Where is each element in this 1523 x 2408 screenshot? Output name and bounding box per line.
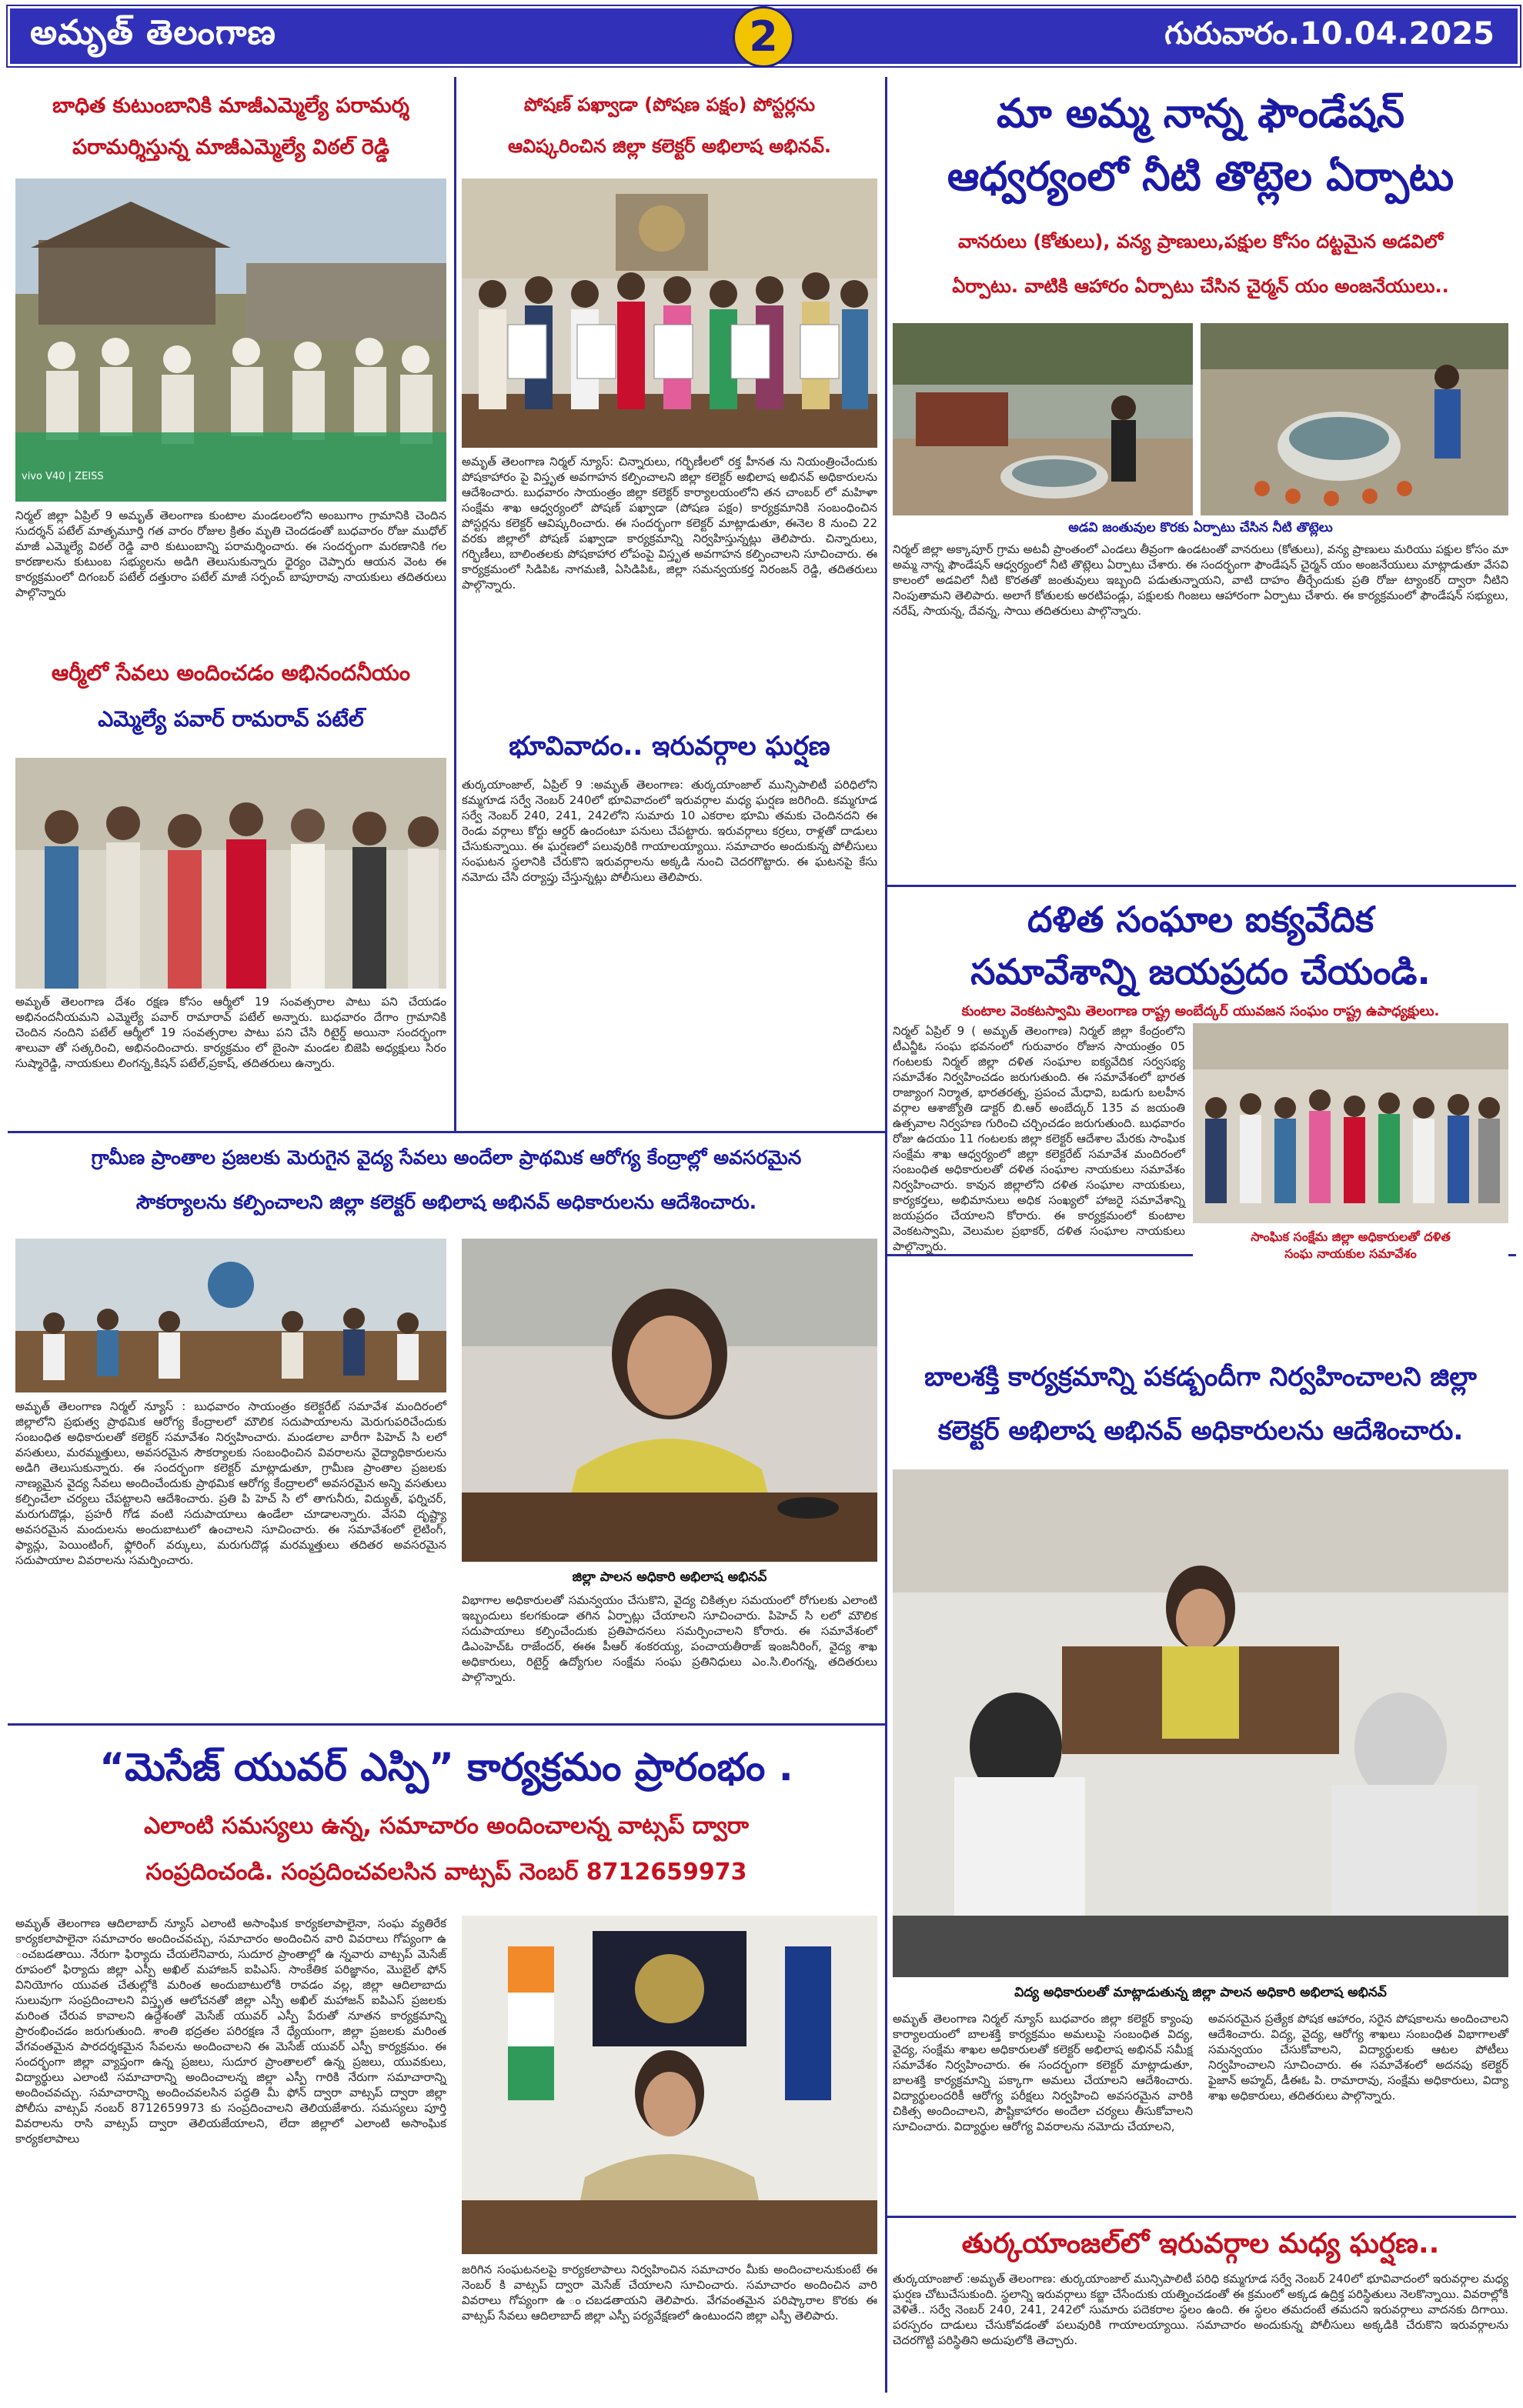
photo-army-felicitation: [15, 758, 446, 989]
headline: భూవివాదం.. ఇరువర్గాల ఘర్షణ: [509, 731, 830, 762]
photo-balashakti-meeting: [893, 1469, 1508, 1977]
column-rule: [454, 77, 456, 1131]
headline: సౌకర్యాలను కల్పించాలని జిల్లా కలెక్టర్ అభిలాష అభినవ్ అధికారులను ఆదేశించారు.: [135, 1191, 757, 1213]
photo-caption: అడవి జంతువుల కొరకు ఏర్పాటు చేసిన నీటి తొట్లెలు: [1068, 520, 1333, 535]
issue-date: గురువారం.10.04.2025: [1164, 16, 1495, 52]
subheadline: ఏర్పాటు. వాటికి ఆహారం ఏర్పాటు చేసిన చైర్మన్ యం అంజనేయులు..: [952, 275, 1449, 297]
headline: ఆధ్వర్యంలో నీటి తొట్లెల ఏర్పాటు: [947, 154, 1455, 200]
subheadline: వానరులు (కోతులు), వన్య ప్రాణులు,పక్షుల కోసం దట్టమైన అడవిలో: [957, 231, 1444, 252]
newspaper-title: అమృత్ తెలంగాణ: [30, 13, 276, 52]
subheadline: సంప్రదించండి. సంప్రదించవలసిన వాట్సప్ నెంబర్ 8712659973: [145, 1859, 747, 1886]
headline: ఆవిష్కరించిన జిల్లా కలెక్టర్ అభిలాష అభినవ్.: [507, 135, 832, 157]
subheadline: కుంటాల వెంకటస్వామి తెలంగాణ రాష్ట్ర అంబేద్కర్ యువజన సంఘం రాష్ట్ర ఉపాధ్యక్షులు.: [961, 1003, 1440, 1019]
photo-water-trough-left: [893, 323, 1193, 515]
photo-caption: సంఘ నాయకుల సమావేశం: [1193, 1246, 1508, 1264]
section-rule: [885, 2216, 1516, 2218]
photo-caption: విద్య అధికారులతో మాట్లాడుతున్న జిల్లా పాలన అధికారి అభిలాష అభినవ్: [1014, 1985, 1387, 2000]
headline: కలెక్టర్ అభిలాష అభినవ్ అధికారులను ఆదేశించారు.: [937, 1416, 1464, 1446]
article-body: అమృత్ తెలంగాణ ఆదిలాబాద్ న్యూస్ ఎలాంటి అసాంఘిక కార్యకలాపాలైనా, సంఘ వ్యతిరేక కార్యకలాపాలైనా సమాచారం అందించవచ్చు, సమాచారం అందించిన వారి వివరాలు గోప్యంగా ఉ ంచబడతాయి. నేరుగా ఫిర్యాదు చేయలేనివారు, సుదూర ప్రాంతాల్లో ఉ న్నవారు వాట్సప్ మెసేజ్ రూపంలో ఫిర్యాదు జిల్లా ఎస్పీ అఖిల్ మహాజన్ ఐపిఎస్. సాంకేతిక పరిజ్ఞానం, మొబైల్ ఫోన్ వినియోగం యువత చేతుల్లోకి మరింత అందుబాటులోకి రావడం వల్ల, జిల్లా ఆదిలాబాదు సులువుగా సంప్రదించాలని విస్తృత ఆలోచనతో జిల్లా ఎస్పీ అఖిల్ మహాజన్ ఐపిఎస్ ప్రజలకు మరింత చేరువ కావాలని ఉద్దేశంతో మెసేజ్ యువర్ ఎస్పీ పేరుతో నూతన కార్యక్రమాన్ని ప్రారంభించడం జరుగుతుంది. శాంతి భద్రతల పరిరక్షణ నే ధ్యేయంగా, జిల్లా ప్రజలకు మరింత వేగవంతమైన పారదర్శకమైన సేవలను అందించాలని ఈ మెసేజ్ యువర్ ఎస్పీ కార్యక్రమం. ఈ సందర్భంగా జిల్లా వ్యాప్తంగా ఉన్న ప్రజలు, సుదూర ప్రాంతాలలో ఉన్న ప్రజలు, యువకులు, విద్యార్థులు ఎలాంటి సమాచారాన్ని అందించాలన్న జిల్లా ఎస్పీ గారికి నేరుగా సమాచారాన్ని అందించవచ్చు. సమాచారాన్ని అందించవలసిన పద్ధతి మీ ఫోన్ ద్వారా వాట్సప్ ద్వారా జిల్లా పోలీసు వాట్సప్ నంబర్ 8712659973 కు సంప్రదించాలని తెలియజేశారు. సమస్యలు పూర్తి వివరాలను రాసి వాట్సప్ ద్వారా తెలియజేయాలని, లేదా జిల్లాలో ఎలాంటి అసాంఘిక కార్యకలాపాలు: [15, 1916, 446, 2146]
section-rule: [885, 885, 1516, 887]
headline: గ్రామీణ ప్రాంతాల ప్రజలకు మెరుగైన వైద్య సేవలు అందేలా ప్రాథమిక ఆరోగ్య కేంద్రాల్లో అవసరమైన: [91, 1146, 802, 1169]
photo-watermark: vivo V40 | ZEISS: [22, 471, 104, 482]
headline: సమావేశాన్ని జయప్రదం చేయండి.: [970, 951, 1431, 992]
article-body: అమృత్ తెలంగాణ దేశం రక్షణ కోసం ఆర్మీలో 19 సంవత్సరాల పాటు పని చేయడం అభినందనీయమని ఎమ్మెల్యే పవార్ రామారావ్ పటేల్ అన్నారు. బుధవారం దేగాం గ్రామానికి చెందిన నందిని పటేల్ ఆర్మీలో 19 సంవత్సరాల పాటు పని చేసి రిటైర్డ్ అయినా సందర్భంగా శాలువా తో సత్కరించి, అభినందించారు. కార్యక్రమం లో బైంసా మండల బిజెపి అధ్యక్షులు సిరం సుష్మారెడ్డి, నాయకులు లింగన్న,కిషన్ పటేల్,ప్రకాష్, తదితరులు ఉన్నారు.: [15, 995, 446, 1070]
photo-village-visit: [15, 178, 446, 502]
headline: బాధిత కుటుంబానికి మాజీఎమ్మెల్యే పరామర్శ: [52, 94, 409, 118]
photo-health-review-meeting: [15, 1239, 446, 1392]
headline: బాలశక్తి కార్యక్రమాన్ని పకడ్బందీగా నిర్వహించాలని జిల్లా: [924, 1362, 1477, 1392]
article-body: నిర్మల్ జిల్లా అక్కాపూర్ గ్రామ అటవీ ప్రాంతంలో ఎండలు తీవ్రంగా ఉండటంతో వానరులు (కోతులు), వన్య ప్రాణులు మరియు పక్షుల కోసం మా అమ్మ నాన్న ఫౌండేషన్ ఆధ్వర్యంలో నీటి తొట్లెలు ఏర్పాటు చేశారు. ఈ సందర్భంగా ఫౌండేషన్ చైర్మన్ యం అంజనేయులు మాట్లాడుతూ వేసవి కాలంలో అడవిలో నీటి కొరతతో జంతువులు ఇబ్బంది పడుతున్నాయని, వాటి దాహం తీర్చేందుకు ప్రతి రోజు ట్యాంకర్ ద్వారా నీటిని నింపుతామని తెలిపారు. అలాగే కోతులకు అరటిపండ్లు, పక్షులకు గింజలు ఆహారంగా ఏర్పాటు చేశారు. ఈ కార్యక్రమంలో ఫౌండేషన్ సభ్యులు, నరేష్, సాయన్న, దేవన్న, సాయి తదితరులు పాల్గొన్నారు.: [893, 542, 1508, 618]
section-rule: [8, 1131, 885, 1133]
subheadline: ఎలాంటి సమస్యలు ఉన్న, సమాచారం అందించాలన్న వాట్సప్ ద్వారా: [144, 1813, 749, 1839]
article-body: నిర్మల్ జిల్లా ఏప్రిల్ 9 అమృత్ తెలంగాణ కుంటాల మండలంలోని అంబుగాం గ్రామానికి చెందిన సుదర్శన్ పటేల్ మాతృమూర్తి గత వారం రోజుల క్రితం మృతి చెందడంతో బుధవారం రోజు ముధోల్ మాజీ ఎమ్మెల్యే విఠల్ రెడ్డి వారి కుటుంబాన్ని పరామర్శించారు. ఈ సందర్భంగా మరణానికి గల కారణాలను కుటుంబ సభ్యులను అడిగి తెలుసుకున్నారు ధైర్యం చెప్పారు ఆయన వెంట ఈ కార్యక్రమంలో దిగంబర్ పటేల్ దత్తురాం పటేల్ మాజీ సర్పంచ్ బాపూరావు నాయకులు తదితరులు పాల్గొన్నారు: [15, 509, 446, 599]
photo-poster-release: [462, 178, 877, 448]
article-body: అమృత్ తెలంగాణ నిర్మల్ న్యూస్ బుధవారం జిల్లా కలెక్టర్ క్యాంపు కార్యాలయంలో బాలశక్తి కార్యక్రమం అమలుపై సంబంధిత విద్య, వైద్య, సంక్షేమ శాఖల అధికారులతో కలెక్టర్ అభిలాష అభినవ్ సమీక్ష సమావేశం నిర్వహించారు. ఈ సందర్భంగా కలెక్టర్ మాట్లాడుతూ, బాలశక్తి కార్యక్రమాన్ని పక్కాగా అమలు చేయాలని ఆదేశించారు. విద్యార్థులందరికీ ఆరోగ్య పరీక్షలు నిర్వహించి అవసరమైన వారికి చికిత్స అందించాలని, పౌష్టికాహారం అందేలా చర్యలు తీసుకోవాలని సూచించారు. విద్యార్థుల ఆరోగ్య వివరాలను నమోదు చేయాలని,: [893, 2012, 1193, 2133]
article-body: నిర్మల్ ఏప్రిల్ 9 ( అమృత్ తెలంగాణ) నిర్మల్ జిల్లా కేంద్రంలోని టీఎన్జీఓ సంఘ భవనంలో గురువారం రోజున సాయంత్రం 05 గంటలకు నిర్మల్ జిల్లా దళిత సంఘాల ఐక్యవేదిక సర్వసభ్య సమావేశం నిర్వహించడం జరుగుతుంది. ఈ సమావేశంలో భారత రాజ్యాంగ నిర్మాత, భారతరత్న, ప్రపంచ మేధావి, బడుగు బలహీన వర్గాల ఆశాజ్యోతి డాక్టర్ బి.ఆర్ అంబేద్కర్ 135 వ జయంతి ఉత్సవాల నిర్వహణ గురించి చర్చించడం జరుగుతుంది. బుధవారం రోజు ఉదయం 11 గంటలకు జిల్లా కలెక్టర్ ఆదేశాల మేరకు సాంఘిక సంక్షేమ శాఖ ఆధ్వర్యంలో జిల్లా కలెక్టరేట్ సమావేశ మందిరంలో సంబంధిత అధికారులతో దళిత సంఘాల నాయకులు సమావేశం నిర్వహించారు. కావున జిల్లాలోని దళిత సంఘాల నాయకులు, కార్యకర్తలు, అభిమానులు అధిక సంఖ్యలో హాజరై సమావేశాన్ని జయప్రదం చేయాలని కోరారు. ఈ కార్యక్రమంలో కుంటాల వెంకటస్వామి, వెలుమల ప్రభాకర్, దళిత సంఘాల నాయకులు పాల్గొన్నారు.: [893, 1024, 1185, 1253]
headline: ఎమ్మెల్యే పవార్ రామరావ్ పటేల్: [98, 706, 364, 732]
article-body: అమృత్ తెలంగాణ నిర్మల్ న్యూస్ : బుధవారం సాయంత్రం కలెక్టరేట్ సమావేశ మందిరంలో జిల్లాలోని ప్రభుత్వ ప్రాథమిక ఆరోగ్య కేంద్రాలలో మౌలిక సదుపాయాలను మెరుగుపరిచేందుకు సంబంధిత అధికారులతో కలెక్టర్ సమావేశం నిర్వహించారు. మండలాల వారీగా పిహెచ్ సి లలో వసతులు, మరమ్మత్తులు, అవసరమైన సౌకర్యాలకు సంబంధించిన వివరాలను వైద్యాధికారులను అడిగి తెలుసుకున్నారు. ఈ సందర్భంగా కలెక్టర్ మాట్లాడుతూ, గ్రామీణ ప్రాంతాల ప్రజలకు నాణ్యమైన వైద్య సేవలు అందించేందుకు ప్రాథమిక ఆరోగ్య కేంద్రాలలో అవసరమైన అన్ని వసతులు కల్పించేలా చర్యలు చేపట్టాలని ఆదేశించారు. ప్రతి పి హెచ్ సి లో తాగునీరు, విద్యుత్, ఫర్నిచర్, మరుగుదొడ్లు, ప్రహరీ గోడ వంటి సదుపాయాలు ఉండేలా చూడాలన్నారు. వేసవి దృష్ట్యా అవసరమైన మందులను అందుబాటులో ఉంచాలని సూచించారు. ఈ సమావేశంలో లైటింగ్, ఫ్యాన్లు, పెయింటింగ్, ఫ్లోరింగ్ వర్కులు, మరుగుదొడ్ల మరమ్మత్తులు తదితర అవసరమైన సదుపాయాల వివరాలను సమర్పించారు.: [15, 1399, 446, 1567]
article-body: విభాగాల అధికారులతో సమన్వయం చేసుకొని, వైద్య చికిత్సల సమయంలో రోగులకు ఎలాంటి ఇబ్బందులు కలగకుండా తగిన ఏర్పాట్లు చేయాలని సూచించారు. పిహెచ్ సి లలో మౌలిక సదుపాయాలు కల్పించేందుకు ప్రతిపాదనలు సమర్పించాలని కోరారు. ఈ సమావేశంలో డిఎంహెచ్ఓ రాజేందర్, ఈఈ పీఆర్ శంకరయ్య, పంచాయతీరాజ్ ఇంజనీరింగ్, వైద్య శాఖ అధికారులు, రిటైర్డ్ ఉద్యోగుల సంక్షేమ సంఘ ప్రతినిధులు ఎం.సి.లింగన్న, తదితరులు పాల్గొన్నారు.: [462, 1593, 877, 1684]
photo-caption: సాంఘిక సంక్షేమ జిల్లా అధికారులతో దళిత: [1251, 1229, 1451, 1244]
headline: మా అమ్మ నాన్న ఫౌండేషన్: [996, 91, 1404, 137]
column-rule: [885, 77, 887, 2393]
article-body: తుర్కయాంజాల్, ఏప్రిల్ 9 :అమృత్ తెలంగాణ: తుర్కయాంజాల్ మున్సిపాలిటీ పరిధిలోని కమ్మగూడ సర్వే నెంబర్ 240లో భూవివాదంలో ఇరువర్గాల మధ్య ఘర్షణ జరిగింది. కమ్మగూడ సర్వే నెంబర్ 240, 241, 242లోని సుమారు 10 ఎకరాల భూమి తమకు చెందినదని ఈ రెండు వర్గాలు కోర్టు ఆర్డర్ ఉందంటూ పనులు చేపట్టారు. ఇరువర్గాలు కర్రలు, రాళ్లతో దాడులు చేసుకున్నాయి. ఈ ఘర్షణలో పలువురికి గాయాలయ్యాయి. సమాచారం అందుకున్న పోలీసులు సంఘటన స్థలానికి చేరుకొని ఇరువర్గాలను అక్కడి నుంచి చెదరగొట్టారు. ఈ ఘటనపై కేసు నమోదు చేసి దర్యాప్తు చేస్తున్నట్లు పోలీసులు తెలిపారు.: [462, 778, 877, 884]
photo-collector-portrait: [462, 1239, 877, 1562]
page-number-badge: 2: [733, 6, 794, 68]
article-body: అమృత్ తెలంగాణ నిర్మల్ న్యూస్: చిన్నారులు, గర్భిణీలలో రక్త హీనత ను నియంత్రించేందుకు పోషకాహారం పై విస్తృత అవగాహన కల్పించాలని జిల్లా కలెక్టర్ అభిలాష అభినవ్ అధికారులను ఆదేశించారు. బుధవారం సాయంత్రం జిల్లా కలెక్టర్ కార్యాలయంలోని తన చాంబర్ లో మహిళా సంక్షేమ శాఖ ఆధ్వర్యంలో పోషణ్ పఖ్వాడా (పోషణ పక్షం) కార్యక్రమానికి సంబంధించిన పోస్టర్లను కలెక్టర్ ఆవిష్కరించారు. ఈ సందర్భంగా కలెక్టర్ మాట్లాడుతూ, ఈనెల 8 నుంచి 22 వరకు జిల్లాలో పోషణ్ పఖ్వాడా కార్యక్రమాన్ని నిర్వహిస్తున్నట్లు తెలిపారు. చిన్నారులు, గర్భిణీలు, బాలింతలకు పోషకాహార లోపంపై విస్తృత అవగాహన కల్పించాలని సూచించారు. ఈ కార్యక్రమంలో సిడిపిఓ నాగమణి, ఏసిడిపిఓ, జిల్లా సమన్వయకర్త నిరంజన్ రెడ్డి, తదితరులు పాల్గొన్నారు.: [462, 455, 877, 592]
headline: తుర్కయాంజల్‌లో ఇరువర్గాల మధ్య ఘర్షణ..: [961, 2228, 1440, 2260]
photo-sp-portrait: [462, 1916, 877, 2254]
headline: పరామర్శిస్తున్న మాజీఎమ్మెల్యే విఠల్ రెడ్డి: [72, 135, 389, 159]
photo-caption: జిల్లా పాలన అధికారి అభిలాష అభినవ్: [572, 1569, 767, 1585]
article-body: జరిగిన సంఘటనలపై కార్యకలాపాలు నిర్వహించిన సమాచారం మీకు అందించాలనుకుంటే ఈ నెంబర్ కి వాట్సప్ ద్వారా మెసేజ్ చేయాలని సూచించారు. సమాచారం అందించిన వారి వివరాలు గోప్యంగా ఉ ంచబడతాయని తెలిపారు. వేగవంతమైన పరిష్కారాల కొరకు ఈ వాట్సప్ సేవలు ఆదిలాబాద్ జిల్లా ఎస్పీ పర్యవేక్షణలో ఉంటుందని జిల్లా ఎస్పీ తెలిపారు.: [462, 2263, 877, 2323]
article-body: అవసరమైన ప్రత్యేక పోషక ఆహారం, సరైన పోషకాలను అందించాలని ఆదేశించారు. విద్య, వైద్య, ఆరోగ్య శాఖలు సంబంధిత విభాగాలతో సమన్వయం చేసుకోవాలని, విద్యార్థులకు ఆటల పోటీలు నిర్వహించాలని సూచించారు. ఈ సమావేశంలో అదనపు కలెక్టర్ ఫైజాన్ అహ్మద్, డీఈఓ పి. రామారావు, సంక్షేమ అధికారులు, విద్యా శాఖ అధికారులు, తదితరులు పాల్గొన్నారు.: [1208, 2012, 1508, 2103]
headline: దళిత సంఘాల ఐక్యవేదిక: [1027, 899, 1374, 940]
headline: ఆర్మీలో సేవలు అందించడం అభినందనీయం: [51, 660, 411, 685]
headline: పోషణ్ పఖ్వాడా (పోషణ పక్షం) పోస్టర్లను: [523, 94, 816, 115]
photo-water-trough-right: [1201, 323, 1508, 515]
photo-dalit-meeting: [1193, 1023, 1508, 1223]
article-body: తుర్కయాంజాల్ :అమృత్ తెలంగాణ: తుర్కయాంజాల్ మున్సిపాలిటీ పరిధి కమ్మగూడ సర్వే నెంబర్ 240లో భూవివాదంలో ఇరువర్గాల మధ్య ఘర్షణ చోటుచేసుకుంది. స్థలాన్ని ఇరువర్గాలు కబ్జా చేసేందుకు యత్నించడంతో ఈ క్రమంలో అక్కడ ఉద్రిక్త పరిస్థితులు నెలకొన్నాయి. వివరాల్లోకి వెళితే.. సర్వే నెంబర్ 240, 241, 242లో సుమారు పదెకరాల స్థలం ఉంది. ఈ స్థలం తమదంటే తమదని ఇరువర్గాలు వాదనకు దిగాయి. పరస్పరం దాడులు చేసుకోవడంతో పలువురికి గాయాలయ్యాయి. సమాచారం అందుకున్న పోలీసులు అక్కడికి చేరుకొని ఇరువర్గాలను చెదరగొట్టి పరిస్థితిని అదుపులోకి తెచ్చారు.: [893, 2272, 1508, 2347]
section-rule: [8, 1723, 885, 1726]
headline: “మెసేజ్ యువర్ ఎస్పి” కార్యక్రమం ప్రారంభం .: [99, 1745, 793, 1789]
